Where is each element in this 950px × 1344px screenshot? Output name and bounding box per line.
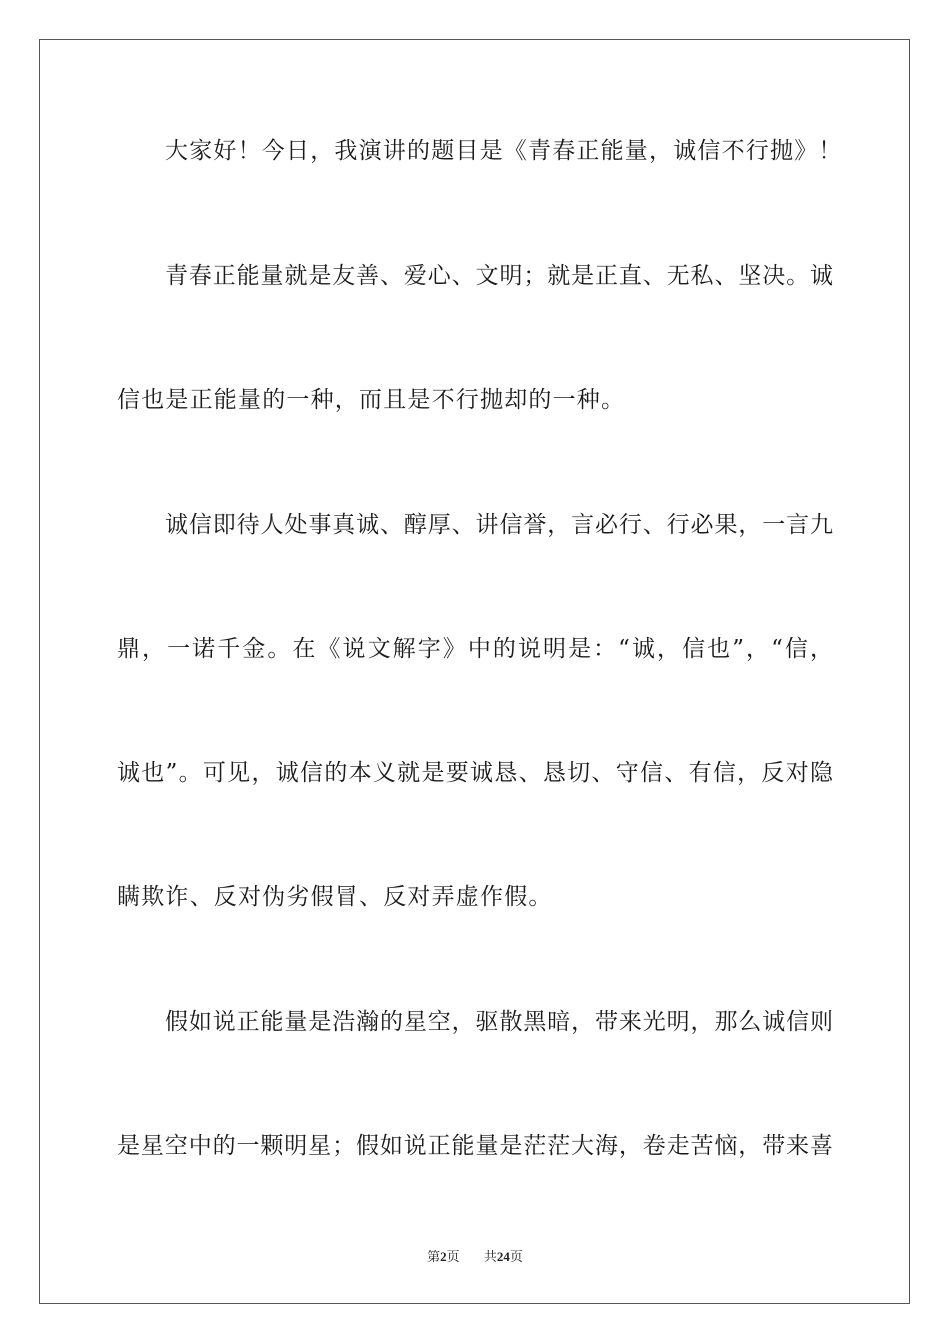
paragraph-2-line-2: 信也是正能量的一种，而且是不行抛却的一种。 — [117, 387, 626, 413]
total-prefix: 共 — [483, 1250, 497, 1265]
paragraph-4-line-1: 假如说正能量是浩瀚的星空，驱散黑暗，带来光明，那么诚信则 — [165, 1009, 833, 1035]
page-footer — [0, 1248, 950, 1267]
paragraph-3-line-4: 瞒欺诈、反对伪劣假冒、反对弄虚作假。 — [117, 884, 553, 910]
page-label — [427, 1248, 460, 1267]
page-prefix: 第 — [427, 1250, 441, 1265]
paragraph-3-line-2: 鼎，一诺千金。在《说文解字》中的说明是：“诚，信也”，“信， — [117, 636, 833, 662]
total-suffix: 页 — [509, 1250, 523, 1265]
total-pages: 24 — [496, 1249, 510, 1264]
paragraph-4-line-2: 是星空中的一颗明星；假如说正能量是茫茫大海，卷走苦恼，带来喜 — [117, 1133, 833, 1159]
paragraph-3-line-3: 诚也”。可见，诚信的本义就是要诚恳、恳切、守信、有信，反对隐 — [117, 760, 833, 786]
page-border — [39, 39, 910, 1304]
paragraph-3-line-1: 诚信即待人处事真诚、醇厚、讲信誉，言必行、行必果，一言九 — [165, 512, 833, 538]
total-pages-label — [484, 1248, 523, 1267]
page-number: 2 — [440, 1249, 447, 1264]
page-suffix: 页 — [446, 1250, 460, 1265]
paragraph-1-line-1: 大家好！今日，我演讲的题目是《青春正能量，诚信不行抛》！ — [165, 138, 843, 164]
paragraph-2-line-1: 青春正能量就是友善、爱心、文明；就是正直、无私、坚决。诚 — [165, 263, 833, 289]
